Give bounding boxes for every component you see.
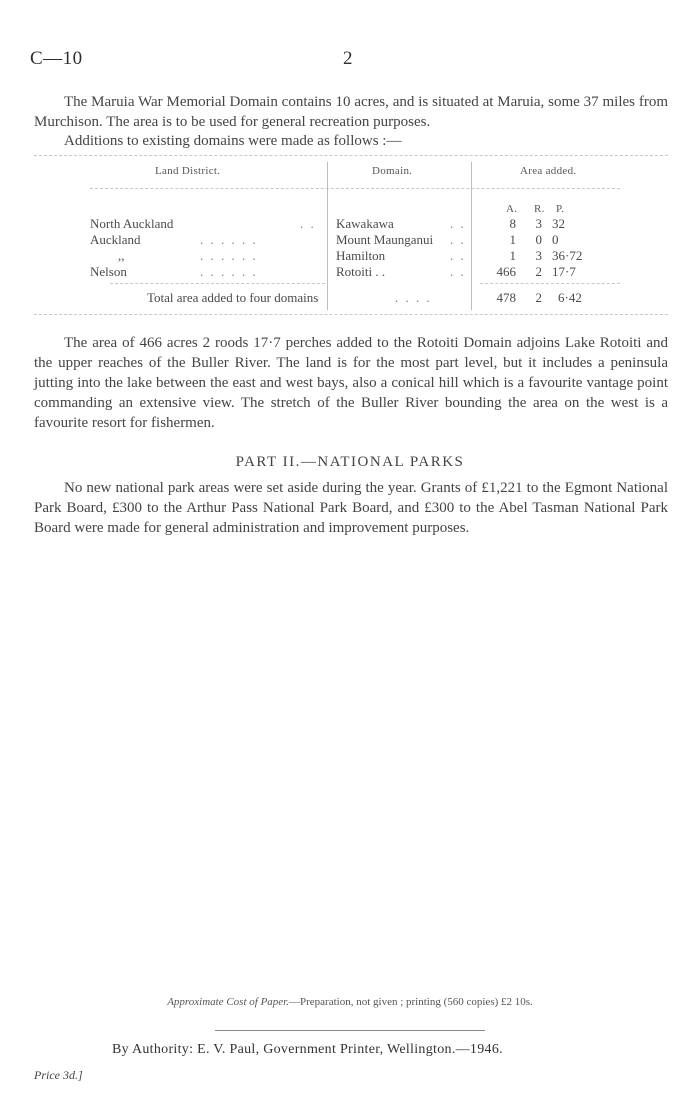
leader-dots: . . (450, 248, 466, 263)
authority-rule (215, 1030, 485, 1031)
page-number: 2 (343, 48, 353, 69)
header-land-district: Land District. (155, 165, 221, 177)
header-bottom-rule (90, 188, 620, 189)
cell-perches: 32 (552, 216, 565, 231)
total-label: Total area added to four domains (147, 290, 319, 305)
cell-acres: 466 (496, 264, 516, 279)
cost-text: —Preparation, not given ; printing (560 copies) £2 10s. (289, 996, 533, 1008)
cost-label: Approximate Cost of Paper. (167, 996, 289, 1008)
leader-dots: . . . . . . (200, 232, 258, 247)
cell-acres: 8 (509, 216, 516, 231)
leader-dots: . . . . . . (200, 248, 258, 263)
cell-district: Auckland (90, 232, 141, 247)
part-heading: PART II.—NATIONAL PARKS (235, 454, 465, 470)
cell-domain: Kawakawa (336, 216, 394, 231)
cell-district: Nelson (90, 264, 127, 279)
cell-district: ,, (118, 248, 125, 263)
leader-dots: . . (450, 264, 466, 279)
leader-dots: . . . . (395, 290, 432, 305)
total-rule-left (110, 283, 325, 284)
leader-dots: . . (300, 216, 316, 231)
cell-district: North Auckland (90, 216, 174, 231)
cell-roods: 2 (535, 264, 542, 279)
intro-paragraph-additions: Additions to existing domains were made as follows :— (64, 133, 402, 149)
cost-of-paper (0, 996, 700, 1008)
total-rule-right (480, 283, 620, 284)
column-divider-2 (471, 162, 472, 310)
cell-domain: Hamilton (336, 248, 386, 263)
cell-acres: 1 (509, 232, 516, 247)
table-top-rule (34, 155, 668, 156)
column-divider-1 (327, 162, 328, 310)
cell-domain: Rotoiti . . (336, 264, 386, 279)
unit-roods: R. (534, 203, 545, 215)
leader-dots: . . (450, 216, 466, 231)
printer-authority: By Authority: E. V. Paul, Government Printer, Wellington.—1946. (112, 1042, 503, 1057)
cell-perches: 0 (552, 232, 559, 247)
leader-dots: . . (450, 232, 466, 247)
unit-perches: P. (556, 203, 565, 215)
cell-perches: 36·72 (552, 248, 583, 263)
table-bottom-rule (34, 314, 668, 315)
rotoiti-paragraph: The area of 466 acres 2 roods 17·7 perches added to the Rotoiti Domain adjoins Lake Rotoiti and the upper reaches of the Buller River. The land is for the most part level, but it includes a peninsula jutting into the lake between the east and west bays, also a conical hill which is a favourite vantage point commanding an extensive view. The stretch of the Buller River bounding the area on the west is a favourite resort for fishermen. (34, 335, 668, 431)
price: Price 3d.] (34, 1068, 83, 1082)
national-parks-paragraph: No new national park areas were set aside during the year. Grants of £1,221 to the Egmont National Park Board, £300 to the Arthur Pass National Park Board, and £300 to the Abel Tasman National Park Board were made for general administration and improvement purposes. (34, 480, 668, 536)
total-perches: 6·42 (558, 290, 582, 305)
header-domain: Domain. (372, 165, 413, 177)
cell-acres: 1 (509, 248, 516, 263)
cell-domain: Mount Maunganui (336, 232, 434, 247)
cell-roods: 3 (535, 248, 542, 263)
cell-roods: 3 (535, 216, 542, 231)
intro-paragraph-maruia: The Maruia War Memorial Domain contains 10 acres, and is situated at Maruia, some 37 miles from Murchison. The area is to be used for general recreation purposes. (34, 94, 668, 130)
cell-perches: 17·7 (552, 264, 576, 279)
cell-roods: 0 (535, 232, 542, 247)
unit-acres: A. (506, 203, 518, 215)
document-reference: C—10 (30, 48, 83, 69)
total-roods: 2 (535, 290, 542, 305)
header-area-added: Area added. (520, 165, 577, 177)
total-acres: 478 (496, 290, 516, 305)
leader-dots: . . . . . . (200, 264, 258, 279)
